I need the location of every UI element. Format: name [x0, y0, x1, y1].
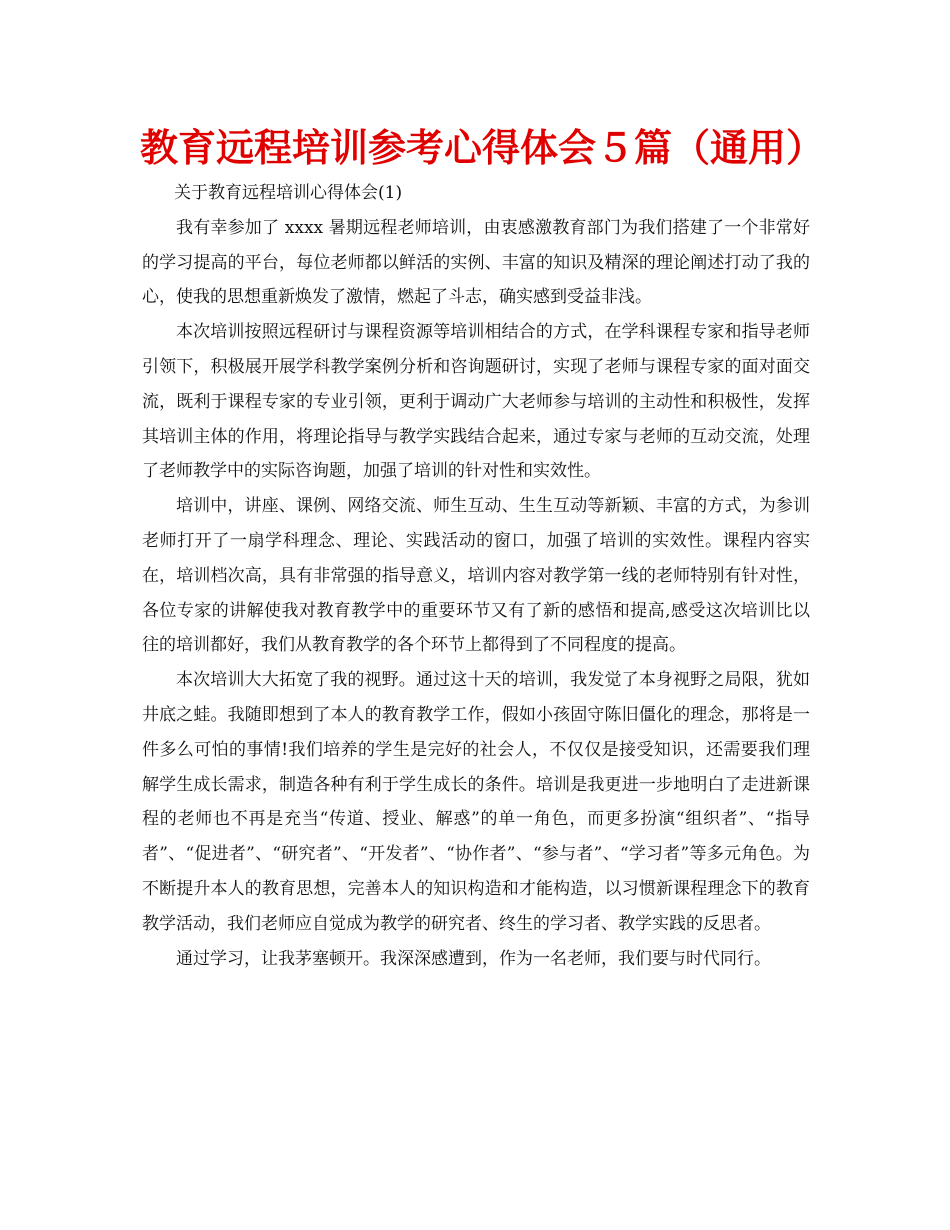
paragraph: 通过学习，让我茅塞顿开。我深深感遭到，作为一名老师，我们要与时代同行。: [176, 948, 771, 969]
document-body: [142, 176, 810, 976]
paragraph: 本次培训大大拓宽了我的视野。通过这十天的培训，我发觉了本身视野之局限，犹如井底之蛙。我随即想到了本人的教育教学工作，假如小孩固守陈旧僵化的理念，那将是一件多么可怕的事情!我们培养的学生是完好的社会人，不仅仅是接受知识，还需要我们理解学生成长需求，制造各种有利于学生成长的条件。培训是我更进一步地明白了走进新课程的老师也不再是充当“传道、授业、解惑”的单一角色，而更多扮演“组织者”、“指导者”、“促进者”、“研究者”、“开发者”、“协作者”、“参与者”、“学习者”等多元角色。为不断提升本人的教育思想，完善本人的知识构造和才能构造，以习惯新课程理念下的教育教学活动，我们老师应自觉成为教学的研究者、终生的学习者、教学实践的反思者。: [142, 670, 810, 934]
paragraph: 我有幸参加了 xxxx 暑期远程老师培训，由衷感激教育部门为我们搭建了一个非常好的学习提高的平台，每位老师都以鲜活的实例、丰富的知识及精深的理论阐述打动了我的心，使我的思想重新焕发了激情，燃起了斗志，确实感到受益非浅。: [142, 217, 810, 308]
document-title: 教育远程培训参考心得体会５篇（通用）: [140, 126, 825, 170]
section-subheading: 关于教育远程培训心得体会(1): [174, 183, 403, 203]
paragraph: 培训中，讲座、课例、网络交流、师生互动、生生互动等新颖、丰富的方式，为参训老师打开了一扇学科理念、理论、实践活动的窗口，加强了培训的实效性。课程内容实在，培训档次高，具有非常强的指导意义，培训内容对教学第一线的老师特别有针对性，各位专家的讲解使我对教育教学中的重要环节又有了新的感悟和提高,感受这次培训比以往的培训都好，我们从教育教学的各个环节上都得到了不同程度的提高。: [142, 496, 810, 656]
paragraph: 本次培训按照远程研讨与课程资源等培训相结合的方式，在学科课程专家和指导老师引领下，积极展开展学科教学案例分析和咨询题研讨，实现了老师与课程专家的面对面交流，既利于课程专家的专业引领，更利于调动广大老师参与培训的主动性和积极性，发挥其培训主体的作用，将理论指导与教学实践结合起来，通过专家与老师的互动交流，处理了老师教学中的实际咨询题，加强了培训的针对性和实效性。: [142, 322, 810, 482]
